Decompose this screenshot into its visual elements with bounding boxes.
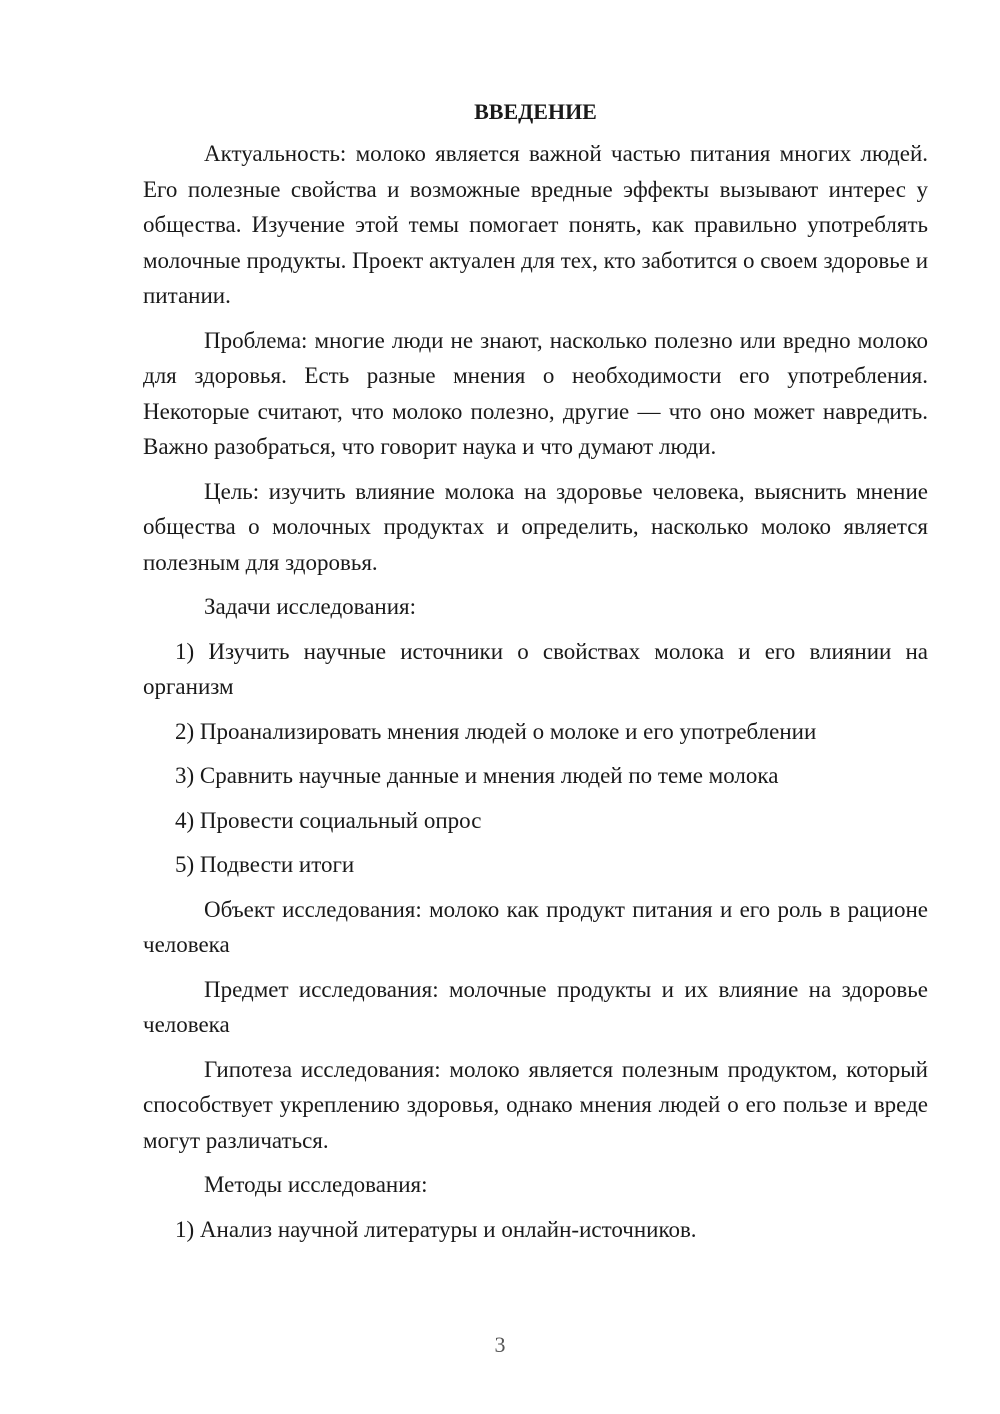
subject-paragraph: Предмет исследования: молочные продукты и их влияние на здоровье человека [143, 976, 928, 1037]
task-item: 5) Подвести итоги [175, 852, 355, 877]
goal-paragraph: Цель: изучить влияние молока на здоровье человека, выяснить мнение общества о молочных продуктах и определить, насколько молоко является полезным для здоровья. [143, 478, 928, 575]
relevance-paragraph: Актуальность: молоко является важной частью питания многих людей. Его полезные свойства и возможные вредные эффекты вызывают интерес у общества. Изучение этой темы помогает понять, как правильно употреблять молочные продукты. Проект актуален для тех, кто заботится о своем здоровье и питании. [143, 141, 928, 308]
task-item: 4) Провести социальный опрос [175, 807, 482, 833]
method-item: 1) Анализ научной литературы и онлайн-источников. [175, 1216, 697, 1242]
problem-paragraph: Проблема: многие люди не знают, насколько полезно или вредно молоко для здоровья. Есть разные мнения о необходимости его употребления. Некоторые считают, что молоко полезно, другие — что оно может навредить. Важно разобраться, что говорит наука и что думают люди. [143, 327, 928, 459]
task-item: 3) Сравнить научные данные и мнения людей по теме молока [175, 763, 779, 788]
document-page [143, 94, 928, 1256]
task-item: 1) Изучить научные источники о свойствах молока и его влиянии на организм [143, 638, 928, 699]
methods-list [143, 1212, 928, 1248]
tasks-list [143, 634, 928, 883]
object-paragraph: Объект исследования: молоко как продукт питания и его роль в рационе человека [143, 896, 928, 957]
page-number: 3 [494, 1332, 506, 1357]
section-title: ВВЕДЕНИЕ [474, 99, 597, 124]
task-item: 2) Проанализировать мнения людей о молоке и его употреблении [175, 718, 817, 744]
tasks-heading: Задачи исследования: [204, 594, 417, 619]
methods-heading: Методы исследования: [204, 1172, 428, 1197]
hypothesis-paragraph: Гипотеза исследования: молоко является полезным продуктом, который способствует укреплению здоровья, однако мнения людей о его пользе и вреде могут различаться. [143, 1056, 928, 1153]
